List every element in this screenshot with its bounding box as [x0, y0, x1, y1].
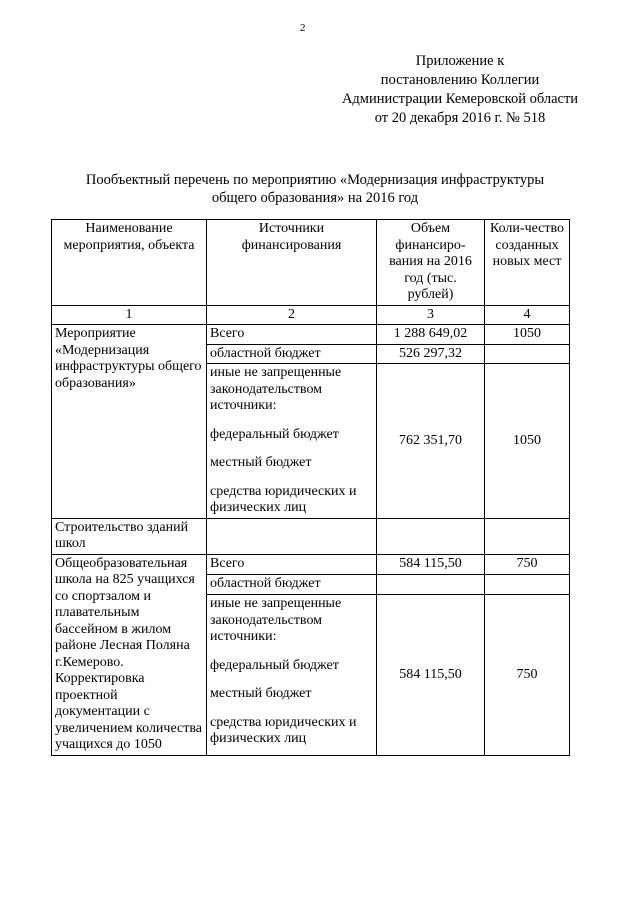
school-total-label: Всего: [207, 554, 377, 574]
event-other-sources: [207, 364, 377, 519]
legal-funds-label: средства юридических и физических лиц: [210, 483, 357, 515]
school-other-places: 750: [485, 595, 570, 756]
approval-line: постановлению Коллегии: [380, 72, 540, 88]
event-regional-label: областной бюджет: [207, 344, 377, 364]
school-regional-label: областной бюджет: [207, 574, 377, 594]
federal-budget-label: федеральный бюджет: [210, 657, 339, 673]
approval-line: от 20 декабря 2016 г. № 518: [374, 110, 546, 126]
document-title: [40, 171, 590, 207]
column-number: 3: [377, 305, 485, 325]
table-row: [52, 554, 570, 574]
school-other-sources: [207, 595, 377, 756]
event-regional-places: [485, 344, 570, 364]
approval-line: Администрации Кемеровской области: [341, 91, 579, 107]
legal-funds-label: средства юридических и физических лиц: [210, 714, 357, 746]
column-number: 2: [207, 305, 377, 325]
school-total-places: 750: [485, 554, 570, 574]
construction-name: Строительство зданий школ: [52, 518, 207, 554]
header-source: Источники финансирования: [207, 220, 377, 306]
column-numbers-row: [52, 305, 570, 325]
other-sources-label: иные не запрещенные законодательством источники:: [210, 596, 342, 644]
school-name: Общеобразовательная школа на 825 учащихся со спортзалом и плавательным бассейном в жилом районе Лесная Поляна г.Кемерово. Корректировка проектной документации с увеличением количества учащихся до 1050: [52, 554, 207, 755]
column-number: 1: [52, 305, 207, 325]
title-line: общего образования» на 2016 год: [211, 190, 419, 206]
header-row: [52, 220, 570, 306]
school-other-value: 584 115,50: [377, 595, 485, 756]
approval-block: [330, 52, 590, 128]
other-sources-label: иные не запрещенные законодательством источники:: [210, 365, 342, 413]
table-row: [52, 518, 570, 554]
school-total-value: 584 115,50: [377, 554, 485, 574]
federal-budget-label: федеральный бюджет: [210, 426, 339, 442]
event-total-places: 1050: [485, 325, 570, 345]
approval-line: Приложение к: [415, 53, 505, 69]
header-name: Наименование мероприятия, объекта: [52, 220, 207, 306]
table-row: [52, 325, 570, 345]
event-total-label: Всего: [207, 325, 377, 345]
header-places: Коли-чество созданных новых мест: [485, 220, 570, 306]
local-budget-label: местный бюджет: [210, 686, 312, 701]
financing-table: [51, 219, 570, 756]
event-name: Мероприятие «Модернизация инфраструктуры общего образования»: [52, 325, 207, 519]
local-budget-label: местный бюджет: [210, 455, 312, 470]
event-other-value: 762 351,70: [377, 364, 485, 519]
event-total-value: 1 288 649,02: [377, 325, 485, 345]
event-other-places: 1050: [485, 364, 570, 519]
title-line: Пообъектный перечень по мероприятию «Модернизация инфраструктуры: [85, 172, 545, 188]
column-number: 4: [485, 305, 570, 325]
header-volume: Объем финансиро-вания на 2016 год (тыс. рублей): [377, 220, 485, 306]
page-number: 2: [300, 22, 306, 34]
event-regional-value: 526 297,32: [377, 344, 485, 364]
